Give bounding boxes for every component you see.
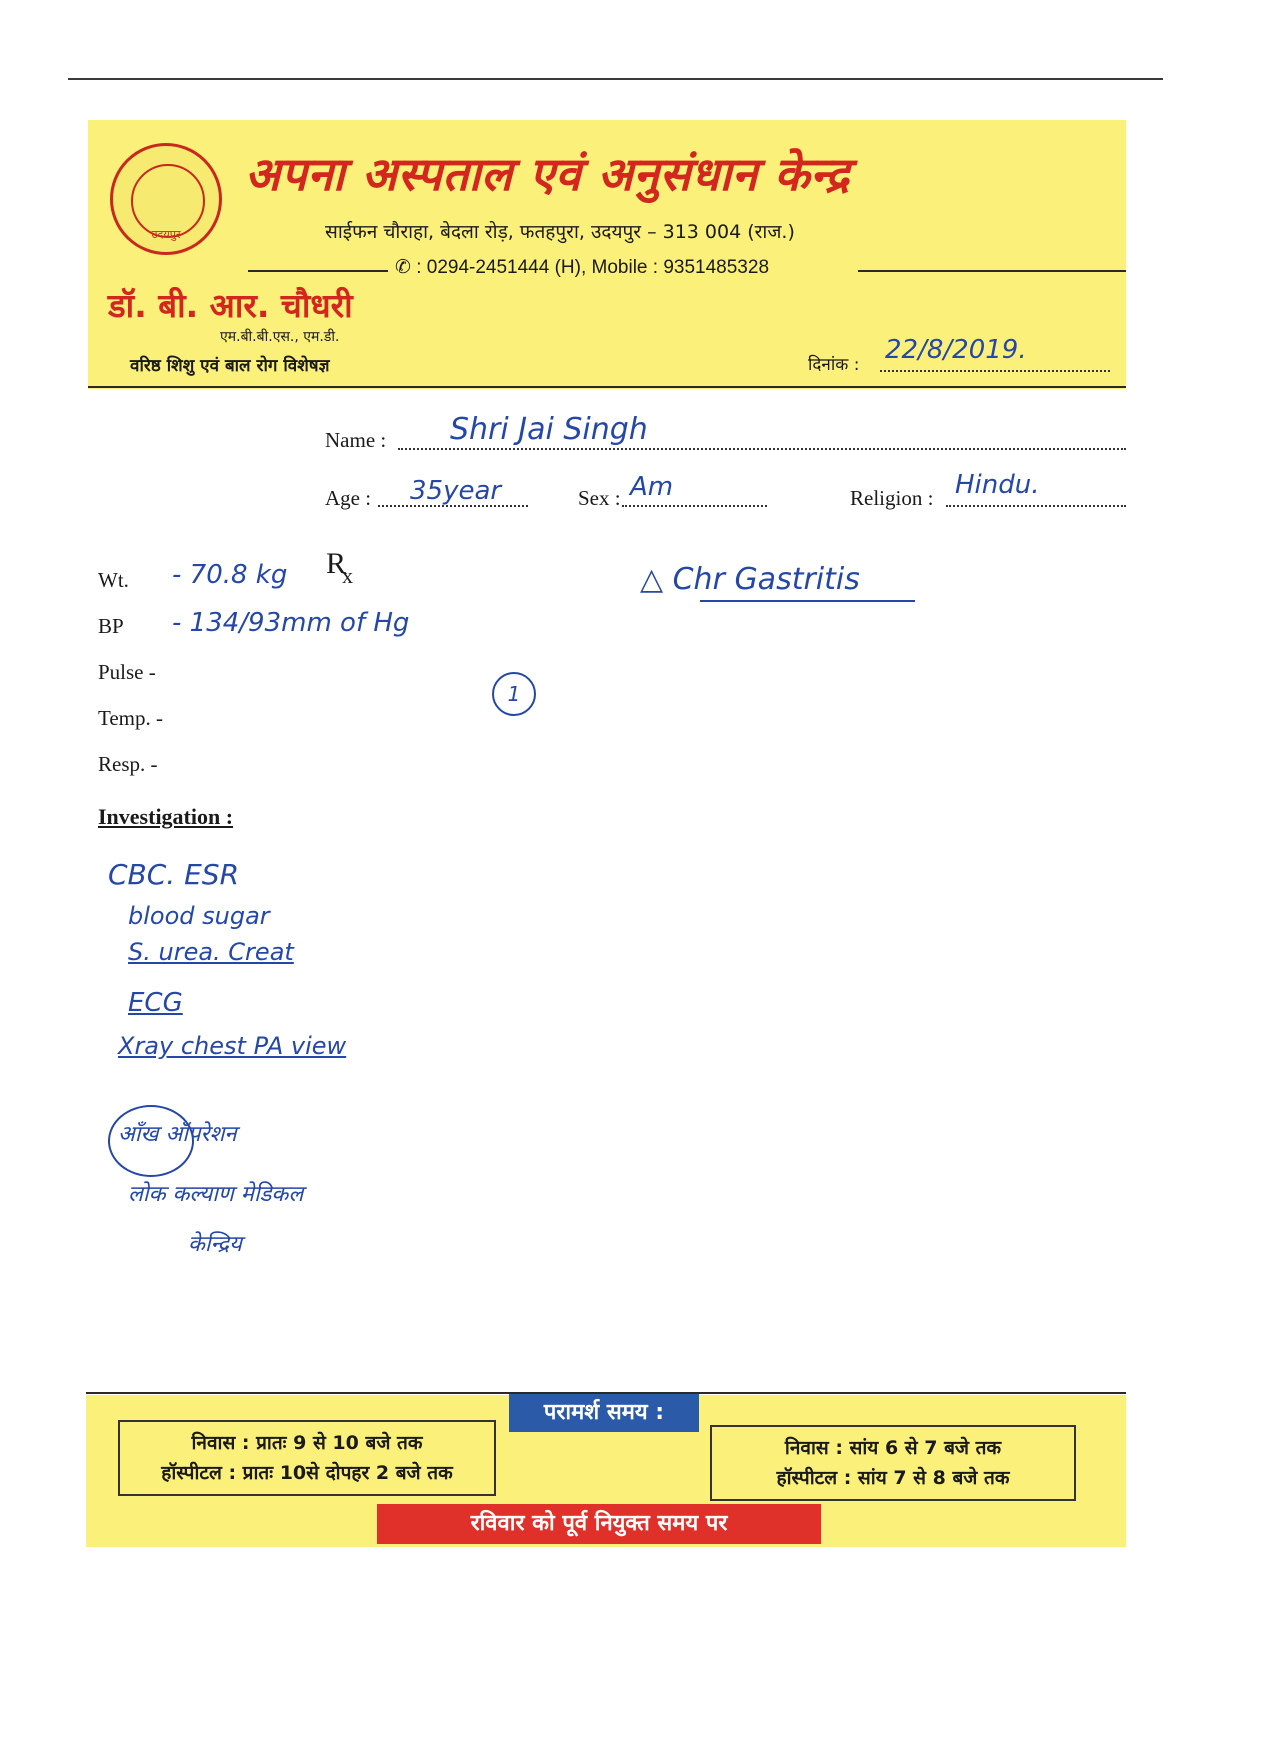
investigation-item-7: लोक कल्याण मेडिकल: [128, 1182, 304, 1207]
logo-text: उदयपुर: [151, 228, 181, 241]
weight-value: - 70.8 kg: [172, 560, 288, 590]
morning-hospital-timing: हॉस्पीटल : प्रातः 10से दोपहर 2 बजे तक: [161, 1462, 453, 1484]
divider-left: [248, 270, 388, 272]
morning-home-timing: निवास : प्रातः 9 से 10 बजे तक: [191, 1432, 423, 1454]
evening-home-timing: निवास : सांय 6 से 7 बजे तक: [784, 1437, 1002, 1459]
consultation-title: परामर्श समय :: [509, 1394, 699, 1432]
doctor-qualifications: एम.बी.बी.एस., एम.डी.: [220, 329, 340, 345]
divider-right: [858, 270, 1126, 272]
circled-number: [492, 672, 536, 716]
resp-label: Resp. -: [98, 752, 158, 776]
bp-value: - 134/93mm of Hg: [172, 608, 410, 638]
top-rule: [68, 78, 1163, 80]
investigation-item-1: CBC. ESR: [108, 858, 240, 891]
investigation-item-3: S. urea. Creat: [128, 938, 294, 966]
evening-timings: [710, 1425, 1076, 1501]
doctor-name: डॉ. बी. आर. चौधरी: [108, 286, 353, 325]
weight-label: Wt.: [98, 568, 129, 592]
investigation-item-8: केन्द्रिय: [188, 1232, 242, 1257]
sex-label: Sex :: [578, 486, 621, 510]
investigation-item-5: Xray chest PA view: [118, 1032, 347, 1060]
sex-line: [622, 505, 767, 507]
date-line: [880, 370, 1110, 372]
circled-number-text: 1: [507, 682, 521, 706]
investigation-item-6: आँख ऑपरेशन: [118, 1122, 237, 1147]
sex-value: Am: [630, 472, 674, 502]
hospital-name: अपना अस्पताल एवं अनुसंधान केन्द्र: [245, 147, 850, 201]
diagnosis: △ Chr Gastritis: [640, 562, 860, 597]
sunday-note: रविवार को पूर्व नियुक्त समय पर: [377, 1504, 821, 1544]
morning-timings: [118, 1420, 496, 1496]
investigation-item-2: blood sugar: [128, 902, 270, 930]
date-label: दिनांक :: [808, 355, 860, 375]
doctor-specialization: वरिष्ठ शिशु एवं बाल रोग विशेषज्ञ: [130, 356, 330, 376]
investigation-item-4: ECG: [128, 988, 183, 1018]
diagnosis-underline: [700, 600, 915, 602]
rx-letter: R: [326, 547, 347, 580]
rx-symbol: [326, 547, 357, 588]
hospital-phone: ✆ : 0294-2451444 (H), Mobile : 9351485328: [395, 257, 770, 278]
date-value: 22/8/2019.: [885, 335, 1027, 365]
investigation-label: Investigation :: [98, 804, 234, 829]
religion-value: Hindu.: [955, 470, 1040, 500]
age-value: 35year: [410, 476, 502, 506]
religion-line: [946, 505, 1126, 507]
age-label: Age :: [325, 486, 372, 510]
evening-hospital-timing: हॉस्पीटल : सांय 7 से 8 बजे तक: [776, 1467, 1010, 1489]
hospital-address: साईफन चौराहा, बेदला रोड़, फतहपुरा, उदयपुर – 313 004 (राज.): [325, 221, 795, 243]
rx-sub: x: [342, 563, 354, 588]
name-label: Name :: [325, 428, 387, 452]
pulse-label: Pulse -: [98, 660, 156, 684]
header-bottom-rule: [88, 386, 1126, 388]
hospital-logo: [110, 143, 222, 255]
bp-label: BP: [98, 614, 124, 638]
name-line: [398, 448, 1126, 450]
name-value: Shri Jai Singh: [450, 412, 648, 447]
religion-label: Religion :: [850, 486, 934, 510]
temp-label: Temp. -: [98, 706, 164, 730]
